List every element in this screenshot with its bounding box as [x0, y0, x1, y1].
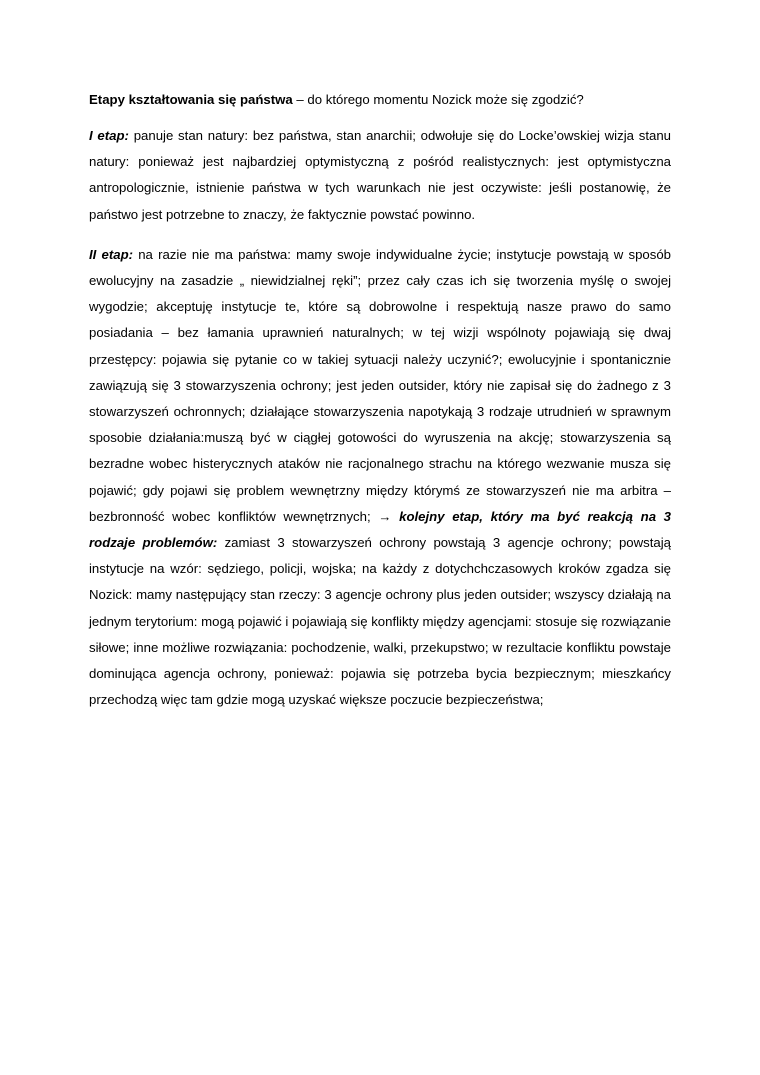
document-body — [89, 91, 671, 727]
stage-2-paragraph — [89, 242, 671, 714]
title-bold: Etapy kształtowania się państwa — [89, 92, 293, 107]
document-title — [89, 91, 671, 109]
stage-1-label: I etap: — [89, 128, 129, 143]
stage-2-text-after: zamiast 3 stowarzyszeń ochrony powstają 3 agencje ochrony; powstają instytucje na wzór: sędziego, policji, wojska; na każdy z dotychchczasowych kroków zgadza się Nozick: mamy następujący stan rzeczy: 3 agencje ochrony plus jeden outsider; wszyscy działają na jednym terytorium: mogą pojawić i pojawiają się konflikty między agencjami: stosuje się rozwiązanie siłowe; inne możliwe rozwiązania: pochodzenie, walki, przekupstwo; w rezultacie konfliktu powstaje dominująca agencja ochrony, ponieważ: pojawia się potrzeba bycia bezpiecznym; mieszkańcy przechodzą więc tam gdzie mogą uzyskać większe poczucie bezpieczeństwa; — [89, 535, 671, 708]
stage-2-text-before: na razie nie ma państwa: mamy swoje indywidualne życie; instytucje powstają w sposób ewolucyjny na zasadzie „ niewidzialnej ręki”; przez cały czas ich się tworzenia myślę o swojej wygodzie; akceptuję instytucje te, które są dobrowolne i respektują nasze prawo do samo posiadania – bez łamania uprawnień naturalnych; w tej wizji wspólnoty pojawiają się dwaj przestępcy: pojawia się pytanie co w takiej sytuacji należy uczynić?; ewolucyjnie i spontanicznie zawiązują się 3 stowarzyszenia ochrony; jest jeden outsider, który nie zapisał się do żadnego z 3 stowarzyszeń ochronnych; działające stowarzyszenia napotykają 3 rodzaje utrudnień w sprawnym sposobie działania:muszą być w ciągłej gotowości do wyruszenia na akcję; stowarzyszenia są bezradne wobec histerycznych ataków nie racjonalnego strachu na którego wezwanie musza się pojawić; gdy pojawi się problem wewnętrzny między którymś ze stowarzyszeń nie ma arbitra – bezbronność wobec konfliktów wewnętrznych; — [89, 246, 671, 524]
arrow-icon: → — [378, 508, 392, 524]
stage-1-text: panuje stan natury: bez państwa, stan anarchii; odwołuje się do Locke’owskiej wizja stanu natury: ponieważ jest najbardziej optymistyczną z pośród realistycznych: jest optymistyczna antropologicznie, istnienie państwa w tych warunkach nie jest oczywiste: jeśli postanowię, że państwo jest potrzebne to znaczy, że faktycznie powstać powinno. — [89, 128, 671, 222]
stage-2-emphasis: kolejny etap, który ma być reakcją na 3 rodzaje problemów: — [89, 508, 671, 551]
stage-2-label: II etap: — [89, 246, 134, 262]
stage-1-paragraph — [89, 123, 671, 228]
title-rest: – do którego momentu Nozick może się zgodzić? — [292, 92, 584, 107]
